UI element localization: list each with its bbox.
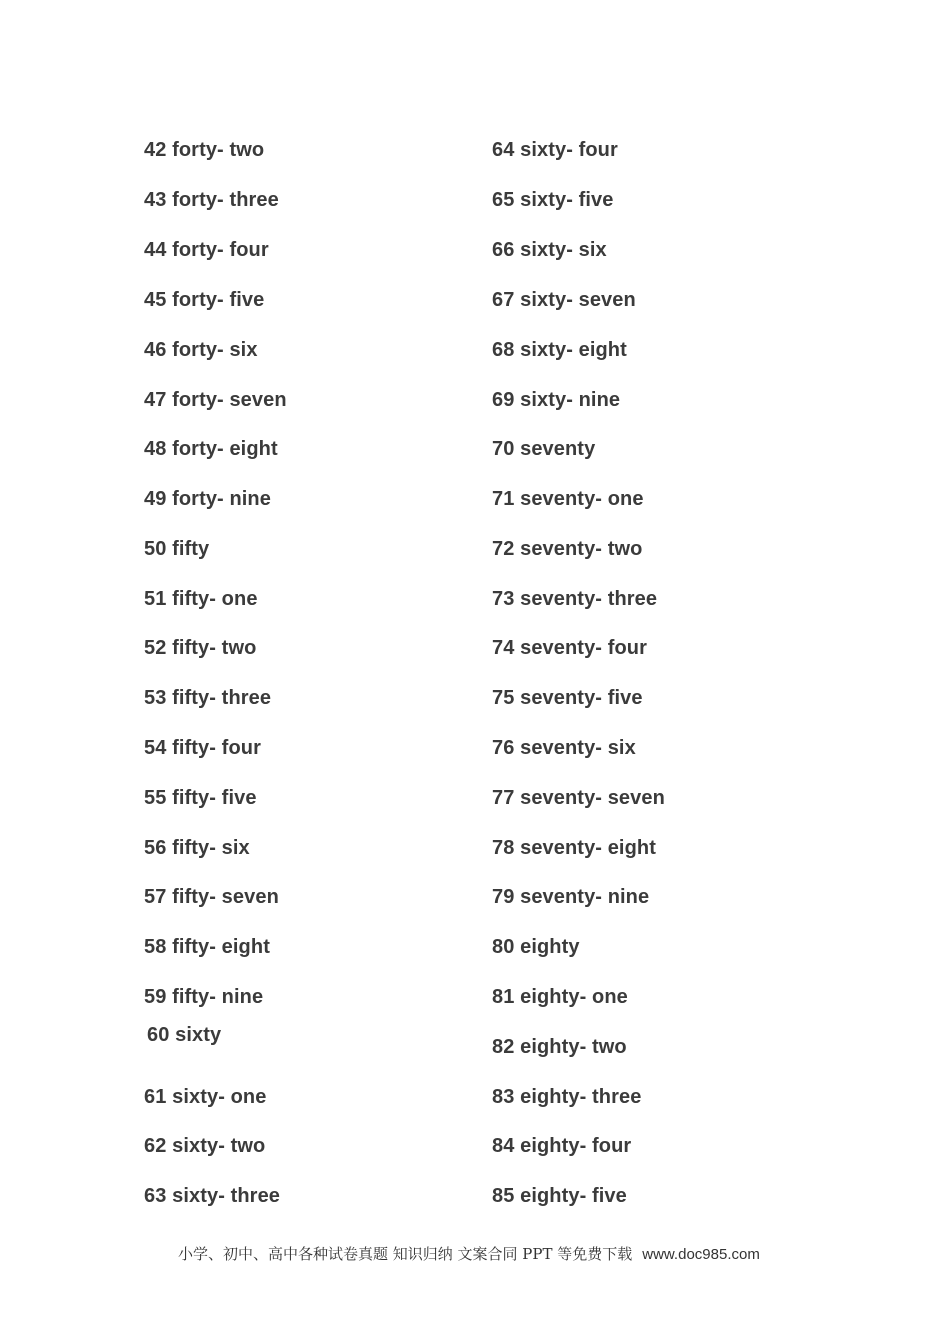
number-entry: 56 fifty- six (144, 837, 250, 859)
number-entry: 59 fifty- nine (144, 986, 264, 1008)
number-entry: 76 seventy- six (492, 737, 636, 759)
number-entry: 75 seventy- five (492, 687, 643, 709)
page-footer (178, 1244, 760, 1265)
number-entry: 68 sixty- eight (492, 339, 627, 361)
number-entry: 69 sixty- nine (492, 389, 621, 411)
number-entry: 81 eighty- one (492, 986, 628, 1008)
number-entry: 79 seventy- nine (492, 886, 650, 908)
number-entry: 64 sixty- four (492, 139, 618, 161)
number-entry: 51 fifty- one (144, 588, 258, 610)
number-entry: 50 fifty (144, 538, 210, 560)
number-entry: 46 forty- six (144, 339, 258, 361)
number-entry: 55 fifty- five (144, 787, 257, 809)
number-entry: 80 eighty (492, 936, 580, 958)
number-entry: 47 forty- seven (144, 389, 287, 411)
footer-text: 小学、初中、高中各种试卷真题 知识归纳 文案合同 PPT 等免费下载 (178, 1245, 633, 1263)
number-entry: 52 fifty- two (144, 637, 257, 659)
number-entry: 57 fifty- seven (144, 886, 279, 908)
number-entry: 54 fifty- four (144, 737, 261, 759)
number-entry: 45 forty- five (144, 289, 265, 311)
number-entry: 48 forty- eight (144, 438, 278, 460)
number-entry: 85 eighty- five (492, 1185, 627, 1207)
number-entry: 74 seventy- four (492, 637, 647, 659)
number-entry: 61 sixty- one (144, 1086, 267, 1108)
number-entry: 72 seventy- two (492, 538, 643, 560)
number-entry: 82 eighty- two (492, 1036, 627, 1058)
number-entry: 42 forty- two (144, 139, 265, 161)
number-entry: 60 sixty (147, 1024, 222, 1046)
number-entry: 70 seventy (492, 438, 596, 460)
number-entry: 43 forty- three (144, 189, 279, 211)
number-entry: 49 forty- nine (144, 488, 271, 510)
number-entry: 63 sixty- three (144, 1185, 281, 1207)
number-entry: 66 sixty- six (492, 239, 607, 261)
number-entry: 83 eighty- three (492, 1086, 642, 1108)
number-entry: 53 fifty- three (144, 687, 272, 709)
number-entry: 84 eighty- four (492, 1135, 632, 1157)
number-entry: 77 seventy- seven (492, 787, 665, 809)
number-entry: 71 seventy- one (492, 488, 644, 510)
number-entry: 44 forty- four (144, 239, 269, 261)
footer-url: www.doc985.com (642, 1246, 760, 1263)
number-entry: 78 seventy- eight (492, 837, 656, 859)
number-entry: 58 fifty- eight (144, 936, 270, 958)
number-entry: 62 sixty- two (144, 1135, 266, 1157)
number-entry: 65 sixty- five (492, 189, 614, 211)
number-entry: 67 sixty- seven (492, 289, 636, 311)
number-entry: 73 seventy- three (492, 588, 658, 610)
